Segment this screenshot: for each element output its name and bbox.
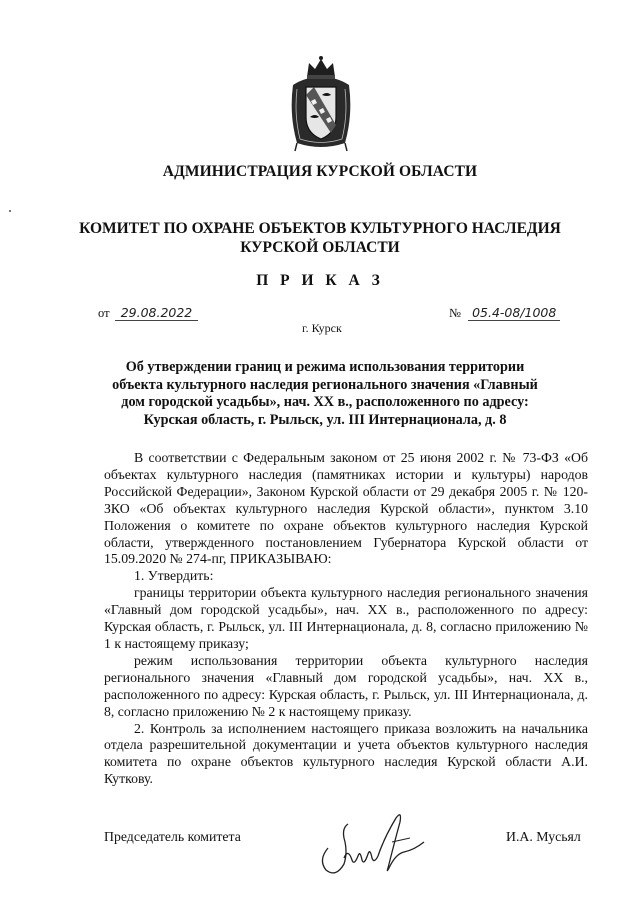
intro-paragraph: В соответствии с Федеральным законом от 25 июня 2002 г. № 73-ФЗ «Об объектах культурного наследия (памятниках истории и культуры) народов Российской Федерации», Законом Курской области от 29 декабря 2005 г. № 120-ЗКО «Об объектах культурного наследия Курской области», пунктом 3.10 Положения о комитете по охране объектов культурного наследия Курской области, утвержденного постановлением Губернатора Курской области от 15.09.2020 № 274-пг, ПРИКАЗЫВАЮ: [104, 450, 588, 567]
title-line: Об утверждении границ и режима использования территории [125, 359, 525, 375]
title-line: дом городской усадьбы», нач. XX в., расположенного по адресу: [121, 394, 529, 410]
title-line: Курская область, г. Рыльск, ул. III Интернационала, д. 8 [143, 411, 507, 428]
handwritten-signature [314, 808, 434, 878]
order-date [98, 305, 198, 321]
item-1: 1. Утвердить: [134, 568, 214, 584]
committee-name [0, 219, 640, 257]
document-type: П Р И К А З [256, 272, 384, 289]
committee-name-line2: КУРСКОЙ ОБЛАСТИ [240, 239, 400, 256]
number-prefix: № [449, 306, 461, 320]
item-2: 2. Контроль за исполнением настоящего приказа возложить на начальника отдела разрешительной документации и учета объектов культурного наследия комитета по охране объектов культурного наследия Курской области А.И. Куткову. [104, 720, 588, 787]
organization-name: АДМИНИСТРАЦИЯ КУРСКОЙ ОБЛАСТИ [162, 163, 478, 180]
number-value: 05.4-08/1008 [468, 305, 560, 321]
item-1-regime: режим использования территории объекта культурного наследия регионального значения «Главный дом городской усадьбы», нач. XX в., расположенного по адресу: Курская область, г. Рыльск, ул. III Интернационала, д. 8, согласно приложению № 2 к настоящему приказу. [104, 652, 588, 719]
order-number [449, 305, 560, 321]
signatory-position: Председатель комитета [104, 829, 241, 844]
date-prefix: от [98, 306, 110, 320]
order-title [100, 359, 550, 429]
date-value: 29.08.2022 [115, 305, 199, 321]
signatory-name: И.А. Мусьял [506, 829, 581, 844]
item-1-boundaries: границы территории объекта культурного наследия регионального значения «Главный дом городской усадьбы», нач. XX в., расположенного по адресу: Курская область, г. Рыльск, ул. III Интернационала, д. 8, согласно приложению № 1 к настоящему приказу; [104, 585, 588, 651]
margin-mark [9, 210, 11, 212]
order-body [104, 450, 588, 788]
committee-name-line1: КОМИТЕТ ПО ОХРАНЕ ОБЪЕКТОВ КУЛЬТУРНОГО НАСЛЕДИЯ [79, 220, 561, 237]
coat-of-arms-icon [287, 55, 355, 155]
city: г. Курск [302, 321, 342, 335]
title-line: объекта культурного наследия регионального значения «Главный [112, 376, 538, 393]
